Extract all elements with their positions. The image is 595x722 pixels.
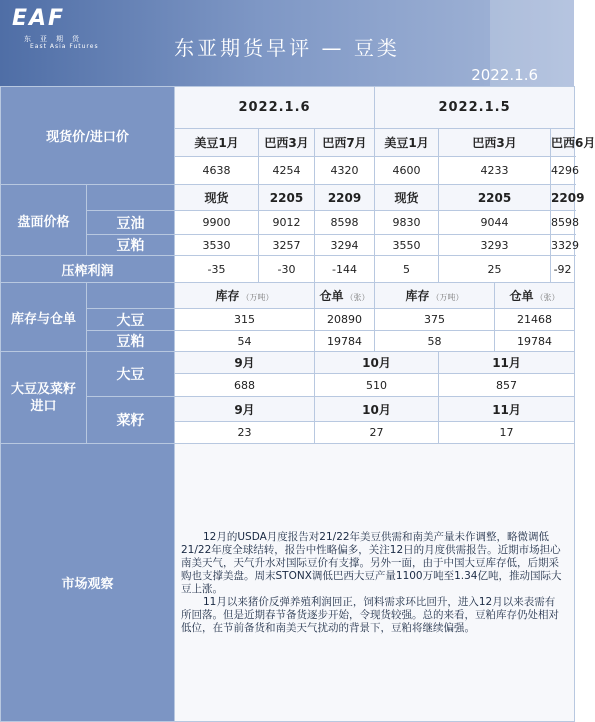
import-month-header: 11月	[439, 352, 575, 374]
spot-value: 4600	[375, 157, 439, 185]
spot-value: 4296	[551, 157, 575, 185]
contract-header: 2209	[551, 185, 575, 211]
import-month-header: 11月	[439, 397, 575, 422]
import-value: 17	[439, 422, 575, 444]
spot-col-header: 巴西6月	[551, 129, 575, 157]
import-value: 857	[439, 374, 575, 397]
header-banner	[0, 0, 574, 86]
section-label-imports: 大豆及菜籽进口	[1, 352, 87, 444]
page-title: 东亚期货早评 — 豆类	[174, 36, 400, 60]
stock-value: 58	[375, 331, 495, 352]
section-label-market: 市场观察	[1, 444, 175, 722]
stock-row-label: 大豆	[87, 309, 175, 331]
spot-date-previous: 2022.1.5	[375, 87, 575, 129]
unit-label: （万吨）	[431, 293, 464, 302]
section-label-spot: 现货价/进口价	[1, 87, 175, 185]
spot-col-header: 美豆1月	[175, 129, 259, 157]
spot-col-header: 美豆1月	[375, 129, 439, 157]
import-month-header: 10月	[315, 352, 439, 374]
commentary-paragraph: 11月以来猪价反弹养殖利润回正，饲料需求环比回升，进入12月以来表需有所回落。但是近期春节备货逐步开始，令现货较强。总的来看，豆粕库存仍处相对低位，在节前备货和南美天气扰动的背景下，豆粕将继续偏强。	[181, 595, 559, 634]
spot-value: 4233	[439, 157, 551, 185]
crush-value: -92	[551, 256, 575, 283]
futures-value: 3329	[551, 235, 575, 256]
stock-row-label: 豆粕	[87, 331, 175, 352]
stock-header-warrant: 仓单 （张）	[315, 283, 375, 309]
futures-value: 3550	[375, 235, 439, 256]
stock-value: 19784	[495, 331, 575, 352]
contract-header: 现货	[175, 185, 259, 211]
spot-value: 4254	[259, 157, 315, 185]
section-label-stock: 库存与仓单	[1, 283, 87, 352]
crush-value: 25	[439, 256, 551, 283]
spot-col-header: 巴西7月	[315, 129, 375, 157]
contract-header: 现货	[375, 185, 439, 211]
stock-value: 20890	[315, 309, 375, 331]
futures-value: 9900	[175, 211, 259, 235]
import-month-header: 9月	[175, 397, 315, 422]
futures-value: 3294	[315, 235, 375, 256]
contract-header: 2205	[259, 185, 315, 211]
crush-value: 5	[375, 256, 439, 283]
spot-col-header: 巴西3月	[259, 129, 315, 157]
logo-english-name: East Asia Futures	[30, 43, 99, 50]
import-value: 27	[315, 422, 439, 444]
futures-value: 3257	[259, 235, 315, 256]
logo-chinese-name: 东亚期货	[24, 35, 88, 43]
futures-value: 3293	[439, 235, 551, 256]
stock-header-inventory: 库存 （万吨）	[175, 283, 315, 309]
stock-value: 54	[175, 331, 315, 352]
commentary-paragraph: 12月的USDA月度报告对21/22年美豆供需和南美产量未作调整，略微调低21/22年度全球结转，报告中性略偏多，关注12日的月度供需报告。近期市场担心南美天气，天气升水对国际豆价有支撑。另外一面，由于中国大豆库存低，后期采购也支撑美盘。周末STONX调低巴西大豆产量1100万吨至1.34亿吨，推动国际大豆上涨。	[181, 530, 562, 595]
crush-value: -144	[315, 256, 375, 283]
stock-header-inventory: 库存 （万吨）	[375, 283, 495, 309]
unit-label: （张）	[345, 293, 370, 302]
crush-value: -30	[259, 256, 315, 283]
spot-value: 4638	[175, 157, 259, 185]
imports-row-label: 菜籽	[87, 397, 175, 444]
data-table	[0, 86, 595, 722]
stock-value: 19784	[315, 331, 375, 352]
futures-blank-label	[87, 185, 175, 211]
stock-value: 21468	[495, 309, 575, 331]
contract-header: 2205	[439, 185, 551, 211]
imports-row-label: 大豆	[87, 352, 175, 397]
unit-label: （张）	[535, 293, 560, 302]
import-value: 688	[175, 374, 315, 397]
futures-row-label: 豆粕	[87, 235, 175, 256]
crush-value: -35	[175, 256, 259, 283]
stock-blank-label	[87, 283, 175, 309]
futures-value: 9012	[259, 211, 315, 235]
logo-wordmark: EAF	[12, 6, 66, 31]
futures-value: 8598	[551, 211, 575, 235]
market-commentary	[175, 444, 575, 722]
futures-row-label: 豆油	[87, 211, 175, 235]
spot-col-header: 巴西3月	[439, 129, 551, 157]
import-month-header: 9月	[175, 352, 315, 374]
report-date: 2022.1.6	[471, 66, 538, 84]
futures-value: 9830	[375, 211, 439, 235]
futures-value: 8598	[315, 211, 375, 235]
stock-header-warrant: 仓单 （张）	[495, 283, 575, 309]
import-value: 510	[315, 374, 439, 397]
stock-value: 375	[375, 309, 495, 331]
futures-value: 9044	[439, 211, 551, 235]
unit-label: （万吨）	[241, 293, 274, 302]
spot-value: 4320	[315, 157, 375, 185]
futures-value: 3530	[175, 235, 259, 256]
section-label-futures: 盘面价格	[1, 185, 87, 256]
section-label-crush: 压榨利润	[1, 256, 175, 283]
contract-header: 2209	[315, 185, 375, 211]
import-value: 23	[175, 422, 315, 444]
spot-date-current: 2022.1.6	[175, 87, 375, 129]
stock-value: 315	[175, 309, 315, 331]
import-month-header: 10月	[315, 397, 439, 422]
